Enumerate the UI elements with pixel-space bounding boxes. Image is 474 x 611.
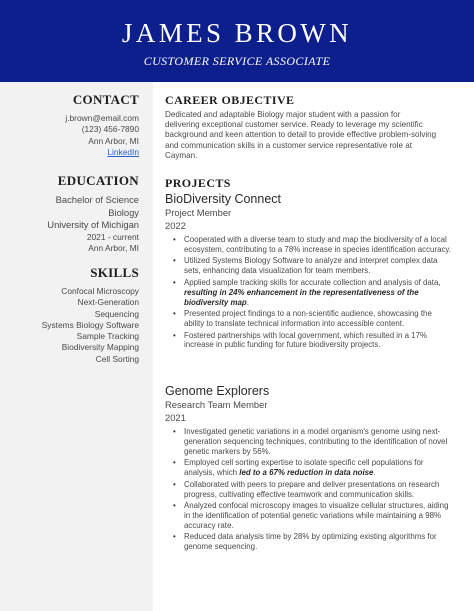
contact-email: j.brown@email.com [65, 113, 139, 123]
education-section [0, 173, 139, 254]
project-bullet: • Investigated genetic variations in a model organism's genome using next-generation sequencing techniques, contributing to the identification of novel genetic markers by 56%. [173, 427, 451, 457]
project-role: Project Member [165, 207, 232, 218]
project-biodiversity-connect [165, 192, 451, 352]
skills-heading: SKILLS [90, 265, 139, 280]
skill-item: Sample Tracking [76, 331, 139, 342]
project-genome-explorers [165, 384, 451, 554]
project-bullet: • Presented project findings to a non-scientific audience, showcasing the ability to translate technical information into accessible content. [173, 309, 451, 329]
job-title: CUSTOMER SERVICE ASSOCIATE [143, 54, 331, 68]
bullet-highlight: resulting in 24% enhancement in the representativeness of the biodiversity map [184, 287, 419, 307]
project-bullet: • Collaborated with peers to prepare and deliver presentations on research progress, cultivating effective teamwork and communication skills. [173, 480, 451, 500]
bullet-highlight: led to a 67% reduction in data noise [239, 468, 374, 478]
objective-text: Dedicated and adaptable Biology major student with a passion for delivering exceptional customer service. Ready to leverage my scientific background and keen attention to detail to provide effective problem-solving and communication skills in a customer service representative role at Cayman. [165, 110, 437, 160]
education-field: Biology [108, 206, 139, 218]
project-title: BioDiversity Connect [165, 192, 282, 206]
projects-heading: PROJECTS [165, 176, 231, 190]
education-heading: EDUCATION [57, 173, 139, 188]
education-degree: Bachelor of Science [55, 194, 139, 205]
project-bullet: • Cooperated with a diverse team to study and map the biodiversity of a local ecosystem, contributing to a 78% increase in species identification accuracy. [173, 235, 451, 255]
project-bullet: • Fostered partnerships with local government, which resulted in a 17% increase in public funding for future biodiversity projects. [173, 331, 451, 351]
linkedin-link[interactable]: LinkedIn [107, 146, 139, 157]
project-bullet: • Applied sample tracking skills for accurate collection and analysis of data, resulting in 24% enhancement in the representativeness of the biodiversity map. [173, 278, 451, 308]
education-school: University of Michigan [47, 219, 139, 231]
project-bullet: • Reduced data analysis time by 28% by optimizing existing algorithms for genome sequencing. [173, 532, 451, 552]
contact-phone: (123) 456-7890 [81, 124, 139, 135]
contact-location: Ann Arbor, MI [88, 135, 139, 146]
project-year: 2022 [165, 219, 186, 231]
project-role: Research Team Member [165, 399, 268, 410]
sidebar [0, 82, 153, 611]
skill-item: Cell Sorting [95, 353, 139, 364]
project-bullet: • Analyzed confocal microscopy images to visualize cellular structures, aiding in the identification of potential genetic variations while maintaining a 98% accuracy rate. [173, 501, 451, 531]
contact-section [0, 92, 139, 158]
project-bullet: • Employed cell sorting expertise to isolate specific cell populations for analysis, which led to a 67% reduction in data noise. [173, 458, 451, 478]
skill-item: Systems Biology Software [41, 319, 139, 330]
contact-heading: CONTACT [72, 92, 139, 107]
skills-section [0, 265, 139, 365]
skill-item: Biodiversity Mapping [61, 342, 139, 353]
project-year: 2021 [165, 411, 186, 423]
education-dates: 2021 - current [86, 231, 139, 242]
education-location: Ann Arbor, MI [88, 243, 139, 254]
skill-item: Confocal Microscopy [61, 286, 139, 296]
objective-heading: CAREER OBJECTIVE [165, 93, 295, 107]
project-bullet: • Utilized Systems Biology Software to analyze and interpret complex data sets, enhancing data visualization for team members. [173, 256, 451, 276]
project-title: Genome Explorers [165, 384, 270, 398]
skill-item: Next-Generation [77, 297, 139, 308]
skill-item: Sequencing [94, 308, 139, 319]
header-banner [0, 0, 474, 82]
candidate-name: JAMES BROWN [121, 18, 353, 48]
